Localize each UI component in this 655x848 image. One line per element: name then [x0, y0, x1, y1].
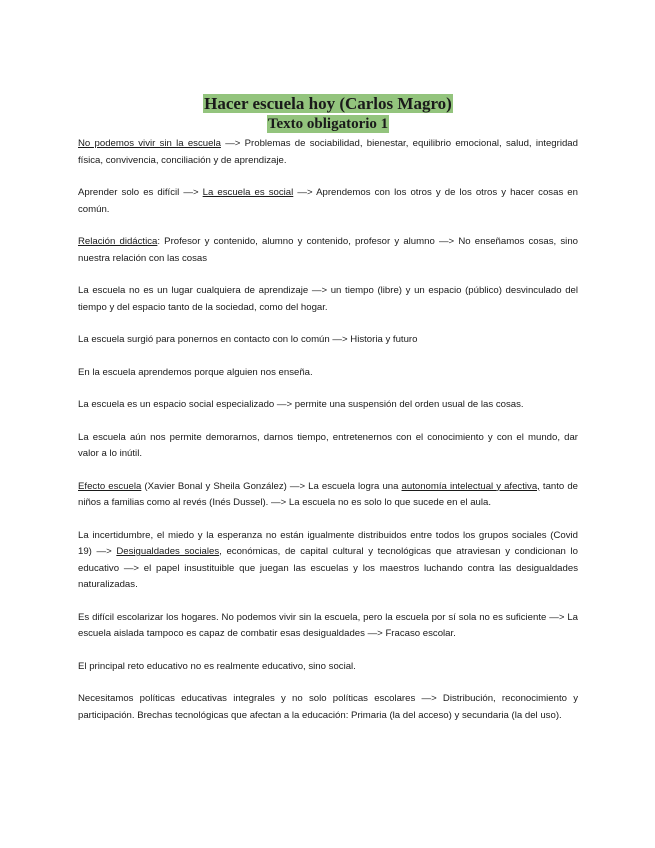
underlined-term: Efecto escuela — [78, 480, 142, 492]
document-page — [78, 94, 578, 724]
paragraph-text: —> Problemas de sociabilidad, bienestar, equilibrio emocional, salud, integridad física, convivencia, conciliación y de aprendizaje. — [78, 138, 578, 166]
document-subtitle: Texto obligatorio 1 — [267, 116, 389, 132]
paragraph-8: La escuela aún nos permite demorarnos, darnos tiempo, entretenernos con el conocimiento y con el mundo, dar valor a lo inútil. — [78, 431, 578, 459]
paragraph-text: : Profesor y contenido, alumno y contenido, profesor y alumno —> No enseñamos cosas, sino nuestra relación con las cosas — [78, 236, 578, 264]
underlined-term: La escuela es social — [202, 187, 294, 198]
document-title: Hacer escuela hoy (Carlos Magro) — [204, 94, 452, 113]
paragraph-text: La incertidumbre, el miedo y la esperanza no están igualmente distribuidos entre todos los grupos sociales (Covid 19) —> — [78, 529, 578, 557]
paragraph-6: En la escuela aprendemos porque alguien nos enseña. — [78, 366, 313, 378]
paragraph-9 — [78, 479, 578, 512]
paragraph-text: , económicas, de capital cultural y tecnológicas que atraviesan y condicionan lo educativo —> el papel insustituible que juegan las escuelas y los maestros luchando contra las desigualdades naturalizadas. — [78, 546, 578, 590]
underlined-term: No podemos vivir sin la escuela — [78, 138, 221, 149]
paragraph-2 — [78, 185, 578, 218]
paragraph-10 — [78, 528, 578, 594]
underlined-term: Relación didáctica — [78, 236, 158, 247]
paragraph-text: tanto de niños a familias como al revés (Inés Dussel). —> La escuela no es solo lo que sucede en el aula. — [78, 480, 578, 508]
paragraph-12: El principal reto educativo no es realmente educativo, sino social. — [78, 660, 356, 672]
paragraph-text: —> Aprendemos con los otros y de los otros y hacer cosas en común. — [78, 187, 578, 215]
paragraph-4: La escuela no es un lugar cualquiera de aprendizaje —> un tiempo (libre) y un espacio (público) desvinculado del tiempo y del espacio tanto de la sociedad, como del hogar. — [78, 285, 578, 313]
underlined-term: autonomía intelectual y afectiva, — [401, 480, 540, 492]
title-block — [78, 94, 578, 114]
paragraph-11: Es difícil escolarizar los hogares. No podemos vivir sin la escuela, pero la escuela por sí sola no es suficiente —> La escuela aislada tampoco es capaz de combatir esas desigualdades —> Fracaso escolar. — [78, 611, 578, 639]
paragraph-text: Aprender solo es difícil —> — [78, 187, 203, 198]
paragraph-5: La escuela surgió para ponernos en contacto con lo común —> Historia y futuro — [78, 334, 418, 345]
paragraph-13: Necesitamos políticas educativas integrales y no solo políticas escolares —> Distribución, reconocimiento y participación. Brechas tecnológicas que afectan a la educación: Primaria (la del acceso) y secundaria (la del uso). — [78, 693, 578, 721]
paragraph-1 — [78, 136, 578, 169]
paragraph-3 — [78, 234, 578, 267]
paragraph-text: (Xavier Bonal y Sheila González) —> La escuela logra una — [141, 480, 402, 492]
paragraph-7: La escuela es un espacio social especializado —> permite una suspensión del orden usual de las cosas. — [78, 399, 524, 410]
underlined-term: Desigualdades sociales — [116, 546, 220, 557]
subtitle-block — [78, 114, 578, 133]
